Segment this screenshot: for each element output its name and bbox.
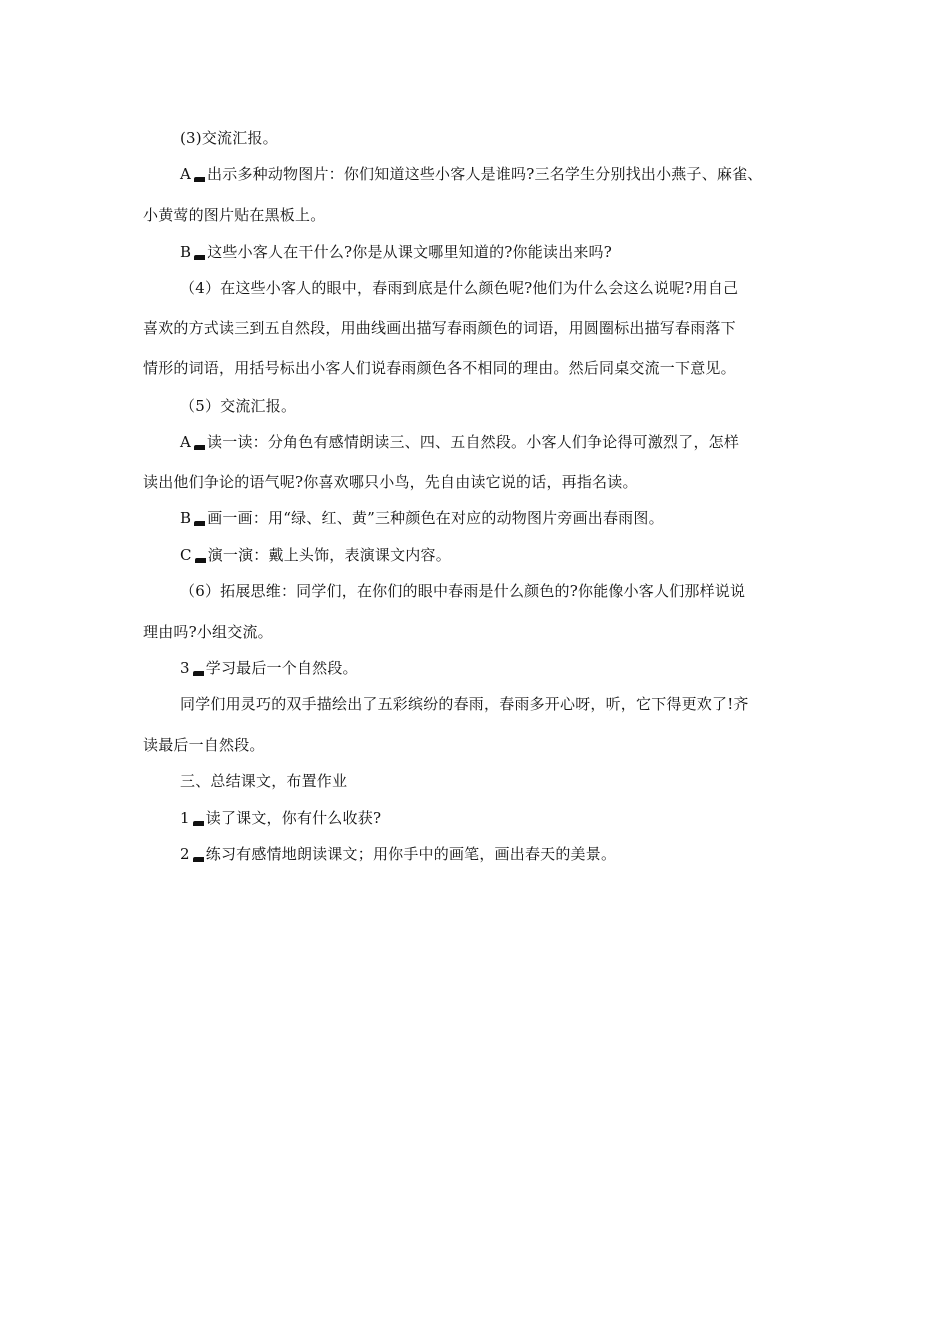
item-3-last-paragraph	[180, 658, 358, 678]
item-b-guests-doing	[180, 242, 612, 262]
section-heading-exchange-report	[180, 128, 278, 148]
item-2-homework	[180, 844, 616, 864]
paragraph-continuation	[143, 472, 638, 492]
line-text: 读一读：分角色有感情朗读三、四、五自然段。小客人们争论得可激烈了，怎样	[207, 433, 740, 451]
bullet-marker-icon	[195, 558, 206, 563]
step-6-paragraph	[180, 581, 745, 601]
item-prefix: A	[180, 165, 192, 183]
line-text: (3)交流汇报。	[180, 129, 278, 147]
bullet-marker-icon	[193, 671, 204, 676]
line-text: 练习有感情地朗读课文；用你手中的画笔，画出春天的美景。	[205, 845, 617, 863]
paragraph-continuation	[143, 358, 736, 378]
item-prefix: 3	[180, 659, 190, 677]
bullet-marker-icon	[194, 255, 205, 260]
bullet-marker-icon	[193, 821, 204, 826]
line-text: 理由吗?小组交流。	[143, 623, 273, 641]
item-prefix: C	[180, 546, 192, 564]
line-text: 学习最后一个自然段。	[205, 659, 358, 677]
line-text: 同学们用灵巧的双手描绘出了五彩缤纷的春雨，春雨多开心呀，听，它下得更欢了!齐	[180, 695, 749, 713]
item-prefix: B	[180, 243, 192, 261]
line-text: 出示多种动物图片：你们知道这些小客人是谁吗?三名学生分别找出小燕子、麻雀、	[207, 165, 763, 183]
item-a-read	[180, 432, 739, 452]
step-4-paragraph	[180, 278, 738, 298]
item-prefix: B	[180, 509, 192, 527]
line-text: 三、总结课文，布置作业	[180, 772, 348, 790]
line-text: 这些小客人在干什么?你是从课文哪里知道的?你能读出来吗?	[207, 243, 612, 261]
line-text: 演一演：戴上头饰，表演课文内容。	[207, 546, 451, 564]
body-paragraph	[180, 694, 749, 714]
line-text: 读出他们争论的语气呢?你喜欢哪只小鸟，先自由读它说的话，再指名读。	[143, 473, 638, 491]
step-5-heading	[180, 396, 296, 416]
paragraph-continuation	[143, 205, 325, 225]
line-text: 喜欢的方式读三到五自然段，用曲线画出描写春雨颜色的词语，用圆圈标出描写春雨落下	[143, 319, 736, 337]
line-text: （6）拓展思维：同学们，在你们的眼中春雨是什么颜色的?你能像小客人们那样说说	[180, 582, 746, 600]
paragraph-continuation	[143, 318, 736, 338]
line-text: 情形的词语，用括号标出小客人们说春雨颜色各不相同的理由。然后同桌交流一下意见。	[143, 359, 736, 377]
line-text: 读最后一自然段。	[143, 736, 265, 754]
line-text: （4）在这些小客人的眼中，春雨到底是什么颜色呢?他们为什么会这么说呢?用自己	[180, 279, 739, 297]
paragraph-continuation	[143, 622, 273, 642]
bullet-marker-icon	[194, 177, 205, 182]
line-text: （5）交流汇报。	[180, 397, 297, 415]
section-heading-summary	[180, 771, 347, 791]
bullet-marker-icon	[194, 445, 205, 450]
bullet-marker-icon	[193, 857, 204, 862]
paragraph-continuation	[143, 735, 265, 755]
item-prefix: 2	[180, 845, 190, 863]
line-text: 小黄莺的图片贴在黑板上。	[143, 206, 326, 224]
item-prefix: 1	[180, 809, 190, 827]
bullet-marker-icon	[194, 521, 205, 526]
item-1-harvest	[180, 808, 381, 828]
line-text: 画一画：用“绿、红、黄”三种颜色在对应的动物图片旁画出春雨图。	[207, 509, 664, 527]
item-a-show-pictures	[180, 164, 763, 184]
item-c-act	[180, 545, 451, 565]
item-prefix: A	[180, 433, 192, 451]
line-text: 读了课文，你有什么收获?	[205, 809, 382, 827]
item-b-draw	[180, 508, 664, 528]
